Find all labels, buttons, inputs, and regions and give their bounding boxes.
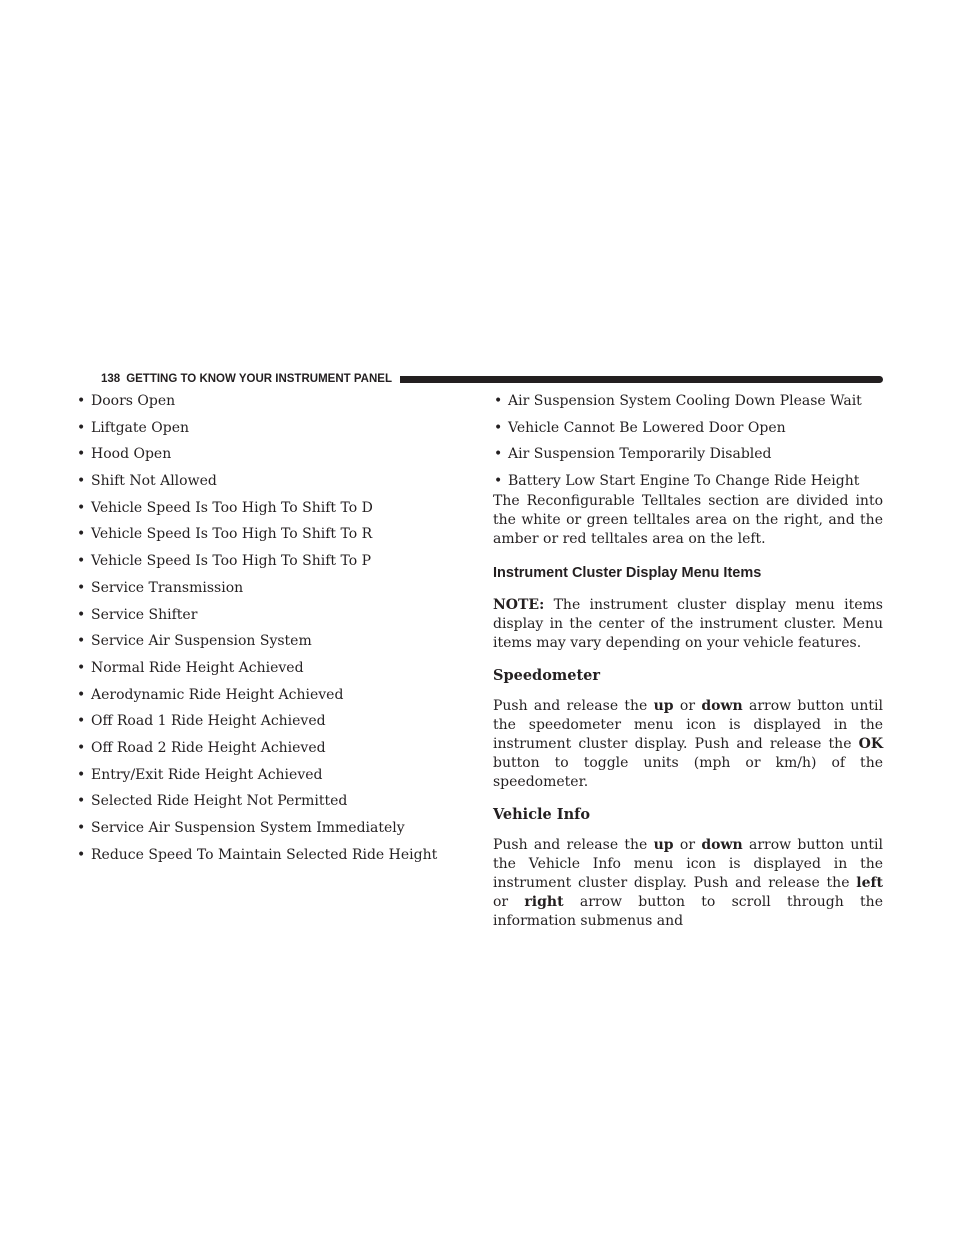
list-item: • Shift Not Allowed xyxy=(77,473,217,490)
list-item: • Service Air Suspension System xyxy=(77,633,312,650)
message-list-right xyxy=(493,391,883,498)
menu-items-heading: Instrument Cluster Display Menu Items xyxy=(493,564,762,581)
bullet-icon: • xyxy=(494,473,503,490)
list-item: • Entry/Exit Ride Height Achieved xyxy=(77,766,323,783)
list-item: • Battery Low Start Engine To Change Ride Height xyxy=(494,473,860,490)
list-item: • Off Road 2 Ride Height Achieved xyxy=(77,739,326,756)
list-item: • Service Air Suspension System Immediately xyxy=(77,820,405,836)
bullet-icon: • xyxy=(77,686,86,703)
bullet-icon: • xyxy=(77,633,86,650)
bullet-icon: • xyxy=(77,526,86,543)
list-item: • Aerodynamic Ride Height Achieved xyxy=(77,686,344,703)
speedometer-heading: Speedometer xyxy=(493,666,601,684)
bullet-icon: • xyxy=(77,473,86,490)
list-item: • Vehicle Speed Is Too High To Shift To P xyxy=(77,553,372,570)
page-number: 138 xyxy=(101,373,121,385)
bullet-icon: • xyxy=(77,793,86,810)
vehicle-info-paragraph: Push and release the up or down arrow button until the Vehicle Info menu icon is displayed in the instrument cluster display. Push and release the left or right arrow button to scroll through the information submenus and xyxy=(493,836,883,929)
bullet-icon: • xyxy=(494,446,503,463)
note-paragraph: NOTE: The instrument cluster display menu items display in the center of the instrument cluster. Menu items may vary depending on your vehicle features. xyxy=(493,596,883,651)
list-item: • Selected Ride Height Not Permitted xyxy=(77,793,348,810)
bullet-icon: • xyxy=(77,713,86,730)
section-title: GETTING TO KNOW YOUR INSTRUMENT PANEL xyxy=(126,373,392,385)
vehicle-info-heading: Vehicle Info xyxy=(493,805,591,823)
bullet-icon: • xyxy=(77,766,86,783)
list-item: • Off Road 1 Ride Height Achieved xyxy=(77,713,326,730)
left-column xyxy=(76,391,456,871)
bullet-icon: • xyxy=(494,419,503,436)
bullet-icon: • xyxy=(77,820,86,836)
bullet-icon: • xyxy=(77,393,86,409)
bullet-icon: • xyxy=(77,606,86,623)
telltales-paragraph: The Reconfigurable Telltales section are divided into the white or green telltales area on the right, and the amber or red telltales area on the left. xyxy=(493,492,883,547)
list-item: • Service Transmission xyxy=(77,579,244,596)
list-item: • Liftgate Open xyxy=(77,419,189,436)
list-item: • Vehicle Cannot Be Lowered Door Open xyxy=(494,419,786,436)
bullet-icon: • xyxy=(77,553,86,570)
bullet-icon: • xyxy=(77,579,86,596)
list-item: • Doors Open xyxy=(77,393,176,409)
bullet-icon: • xyxy=(77,446,86,463)
bullet-icon: • xyxy=(77,499,86,516)
header-rule xyxy=(400,376,883,383)
note-label: NOTE: xyxy=(493,596,545,613)
list-item: • Vehicle Speed Is Too High To Shift To D xyxy=(77,499,373,516)
bullet-icon: • xyxy=(77,659,86,676)
bullet-icon: • xyxy=(77,846,86,863)
list-item: • Air Suspension Temporarily Disabled xyxy=(494,446,772,463)
speedometer-paragraph: Push and release the up or down arrow button until the speedometer menu icon is displayed in the instrument cluster display. Push and release the OK button to toggle units (mph or km/h) of the speedometer. xyxy=(493,697,883,790)
page-header xyxy=(101,371,883,387)
list-item: • Normal Ride Height Achieved xyxy=(77,659,304,676)
list-item: • Vehicle Speed Is Too High To Shift To R xyxy=(77,526,373,543)
list-item: • Hood Open xyxy=(77,446,172,463)
right-column xyxy=(493,391,883,931)
bullet-icon: • xyxy=(494,393,503,409)
list-item: • Service Shifter xyxy=(77,606,198,623)
bullet-icon: • xyxy=(77,739,86,756)
list-item: • Reduce Speed To Maintain Selected Ride Height xyxy=(77,846,438,863)
bullet-icon: • xyxy=(77,419,86,436)
list-item: • Air Suspension System Cooling Down Please Wait xyxy=(494,393,862,409)
message-list-left xyxy=(76,391,456,871)
